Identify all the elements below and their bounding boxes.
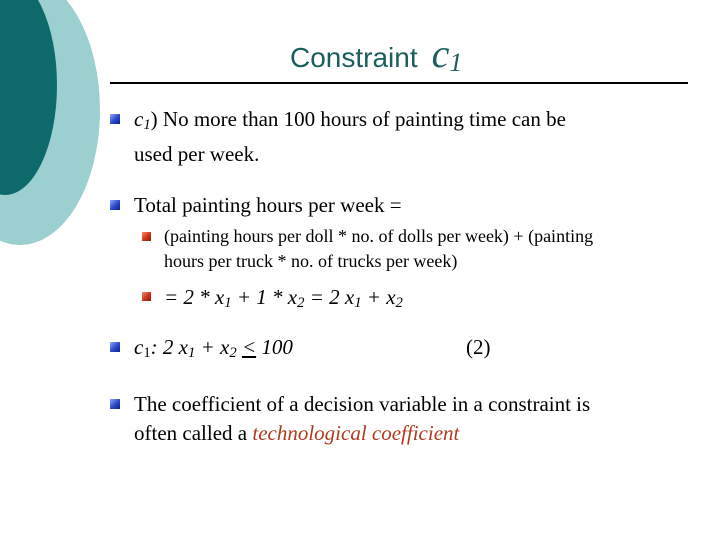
slide-title: Constraint $c_1$ [290,31,463,77]
highlighted-term: technological coefficient [252,421,460,445]
sub-bullet-marker [142,292,151,301]
decorative-corner-shape [0,0,110,250]
sub-bullet-marker [142,232,151,241]
bullet-total-hours: Total painting hours per week = [134,193,402,217]
sub-bullet-hours-formula: (painting hours per doll * no. of dolls per week) + (painting hours per truck * no. of trucks per week) [164,226,594,271]
title-divider [110,82,688,84]
equation-number: (2) [466,335,491,359]
title-symbol: $c_1$ [431,31,463,77]
bullet-marker [110,200,120,210]
bullet-marker [110,399,120,409]
bullet-technological-coefficient: The coefficient of a decision variable in a constraint is often called a technological coefficient [134,392,591,445]
bullet-constraint-equation: $c_1$: 2 $x_1 + x_2 < 100$ [134,335,293,361]
bullet-marker [110,114,120,124]
sub-bullet-equation: = $2 * x_1 + 1 * x_2 = 2$ $x_1 + x_2$ [164,285,403,311]
bullet-constraint-description: $c_1$) No more than 100 hours of painting time can be used per week. [134,107,566,166]
bullet-marker [110,342,120,352]
